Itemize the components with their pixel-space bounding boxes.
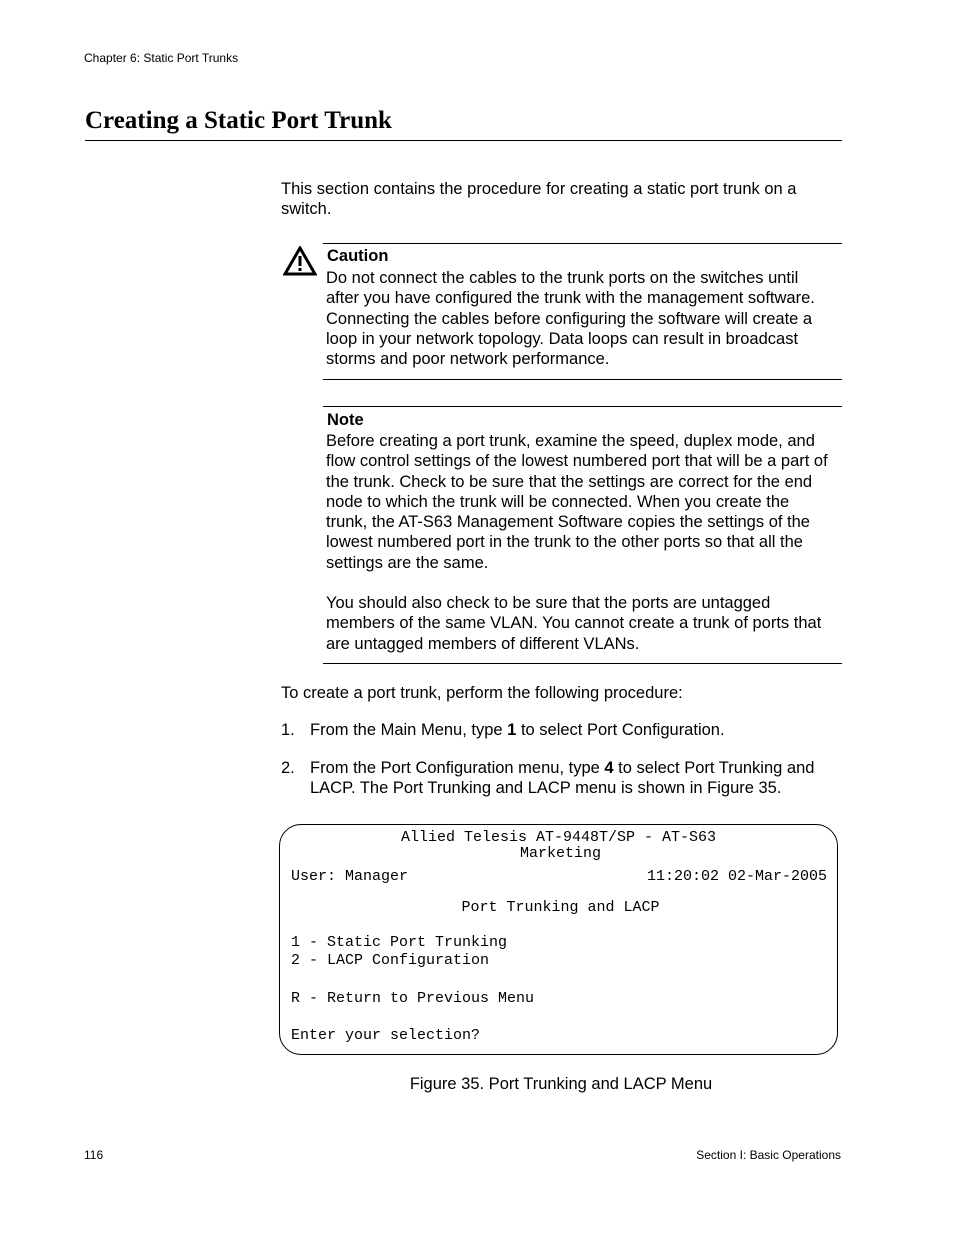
note-line: node to which the trunk will be connected. When you create the bbox=[326, 492, 790, 511]
terminal-user: User: Manager bbox=[291, 868, 409, 885]
step-text: to select Port Configuration. bbox=[516, 721, 725, 739]
note-line: Before creating a port trunk, examine the speed, duplex mode, and bbox=[326, 432, 815, 450]
caution-line: after you have configured the trunk with the management software. bbox=[326, 289, 815, 308]
terminal-datetime: 11:20:02 02-Mar-2005 bbox=[646, 868, 827, 885]
figure-caption: Figure 35. Port Trunking and LACP Menu bbox=[409, 1075, 713, 1093]
note-line: trunk, the AT-S63 Management Software copies the settings of the bbox=[326, 513, 810, 532]
step-key: 4 bbox=[604, 759, 614, 777]
step-line bbox=[310, 758, 841, 778]
note-line: members of the same VLAN. You cannot create a trunk of ports that bbox=[326, 614, 822, 633]
step-number: 1. bbox=[281, 721, 295, 739]
caution-label: Caution bbox=[327, 247, 389, 265]
page-number: 116 bbox=[84, 1148, 104, 1162]
caution-text bbox=[326, 268, 815, 369]
step-2 bbox=[310, 758, 841, 799]
note-text-2 bbox=[326, 593, 821, 654]
terminal-header-line2: Marketing bbox=[519, 845, 601, 862]
note-bottom-rule bbox=[323, 663, 842, 664]
caution-line: Connecting the cables before configuring the software will create a bbox=[326, 309, 813, 328]
terminal-menu-title: Port Trunking and LACP bbox=[461, 899, 660, 916]
step-key: 1 bbox=[507, 721, 517, 739]
step-text: to select Port Trunking and bbox=[613, 759, 815, 777]
terminal-header-line1: Allied Telesis AT-9448T/SP - AT-S63 bbox=[400, 829, 717, 846]
note-label: Note bbox=[327, 411, 364, 429]
caution-line: Do not connect the cables to the trunk ports on the switches until bbox=[326, 269, 799, 287]
caution-line: loop in your network topology. Data loops can result in broadcast bbox=[326, 329, 799, 348]
step-text: From the Port Configuration menu, type bbox=[310, 759, 605, 777]
terminal-option: 2 - LACP Configuration bbox=[291, 952, 490, 969]
caution-bottom-rule bbox=[323, 379, 842, 380]
note-line: lowest numbered port in the trunk to the other ports so that all the bbox=[326, 533, 803, 552]
note-line: flow control settings of the lowest numbered port that will be a part of bbox=[326, 452, 828, 471]
procedure-lead: To create a port trunk, perform the following procedure: bbox=[281, 684, 683, 702]
terminal-option: R - Return to Previous Menu bbox=[291, 990, 535, 1007]
terminal-option: 1 - Static Port Trunking bbox=[291, 934, 508, 951]
step-line: LACP. The Port Trunking and LACP menu is shown in Figure 35. bbox=[310, 779, 782, 798]
terminal-prompt: Enter your selection? bbox=[291, 1027, 481, 1044]
title-rule bbox=[85, 140, 842, 141]
note-top-rule bbox=[323, 406, 842, 407]
note-line: You should also check to be sure that the ports are untagged bbox=[326, 594, 771, 612]
intro-paragraph: This section contains the procedure for creating a static port trunk on a switch. bbox=[281, 180, 797, 219]
note-line: settings are the same. bbox=[326, 553, 489, 572]
footer-section: Section I: Basic Operations bbox=[696, 1148, 841, 1162]
running-head: Chapter 6: Static Port Trunks bbox=[84, 51, 239, 65]
step-text: From the Main Menu, type bbox=[310, 721, 508, 739]
note-line: are untagged members of different VLANs. bbox=[326, 634, 640, 653]
note-line: the trunk. Check to be sure that the settings are correct for the end bbox=[326, 472, 813, 491]
step-number: 2. bbox=[281, 759, 295, 777]
section-title: Creating a Static Port Trunk bbox=[85, 107, 392, 134]
warning-icon bbox=[283, 246, 317, 276]
note-text bbox=[326, 431, 828, 573]
caution-top-rule bbox=[323, 243, 842, 244]
step-1 bbox=[310, 720, 841, 740]
caution-line: storms and poor network performance. bbox=[326, 350, 610, 369]
